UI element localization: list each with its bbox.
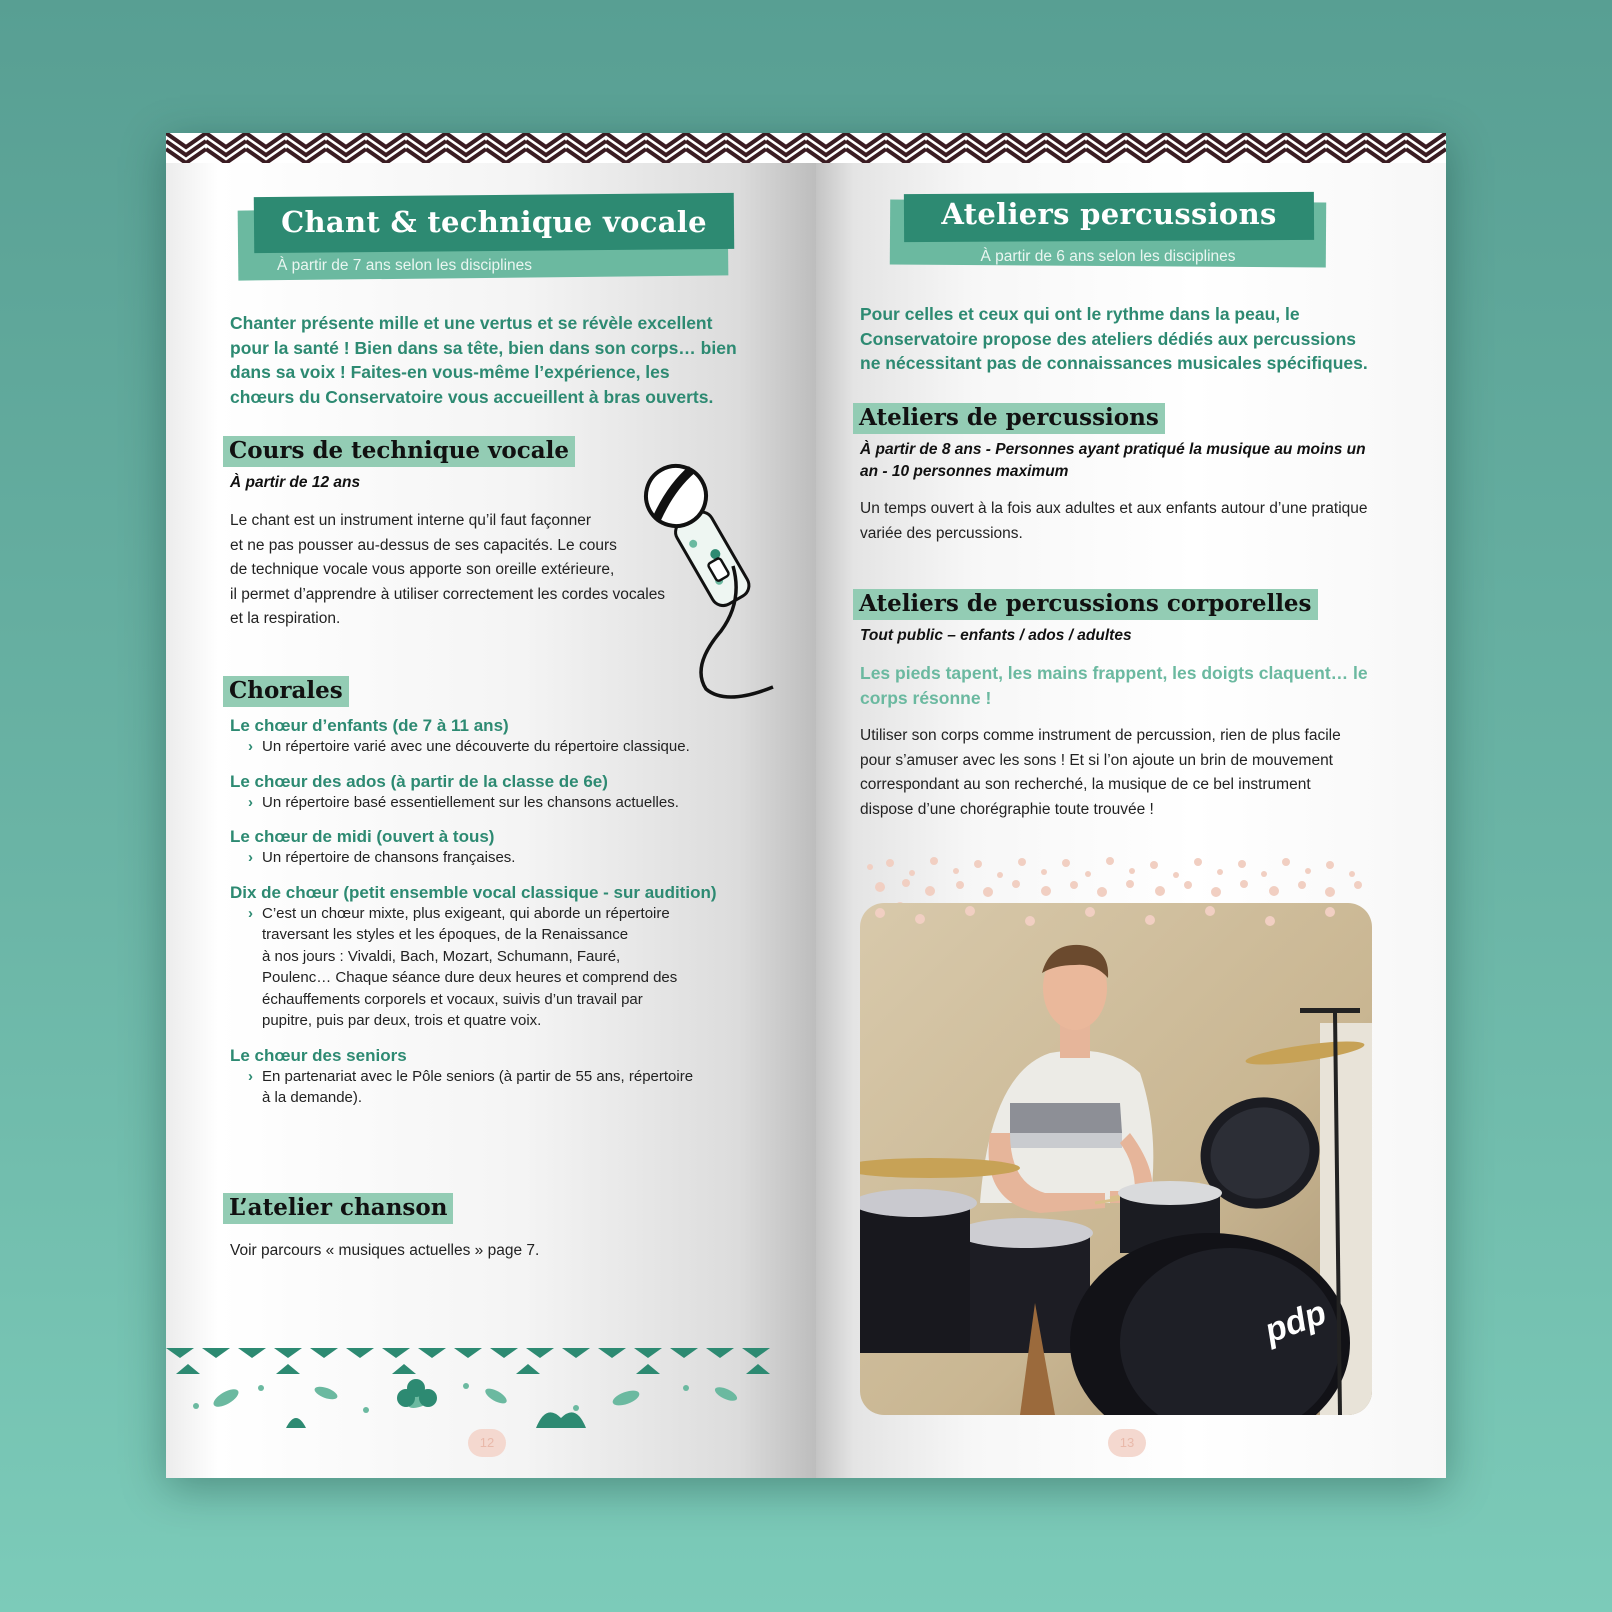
chevron-right-icon: ›	[248, 738, 253, 755]
choir-desc: › Un répertoire basé essentiellement sur les chansons actuelles.	[230, 792, 770, 814]
vocal-age: À partir de 12 ans	[230, 474, 361, 491]
choir-desc: › Un répertoire de chansons françaises.	[230, 847, 770, 869]
page-title: Chant & technique vocale	[281, 205, 707, 239]
page-left	[166, 133, 816, 1478]
section-title-chorales: Chorales	[223, 676, 349, 707]
microphone-icon	[631, 451, 791, 701]
page-number: 12	[468, 1429, 506, 1457]
choir-name: Dix de chœur (petit ensemble vocal classique - sur audition)	[230, 882, 717, 902]
body-percussion-lead: Les pieds tapent, les mains frappent, les doigts claquent… le corps résonne !	[860, 663, 1368, 708]
list-item	[230, 772, 770, 814]
floral-border	[166, 1348, 806, 1428]
vocal-line: et ne pas pousser au-dessus de ses capacités. Le cours	[230, 536, 617, 554]
choir-desc: › C’est un chœur mixte, plus exigeant, qui aborde un répertoire traversant les styles et les époques, de la Renaissance à nos jours : Vivaldi, Bach, Mozart, Schumann, Fauré, Poulenc… Chaque séance dure deux heures et comprend des échauffements corporels et vocaux, suivis d’un travail par pupitre, puis par deux, trois et quatre voix.	[248, 904, 678, 1029]
vocal-line: il permet d’apprendre à utiliser correctement les cordes vocales	[230, 585, 666, 603]
photo-drummer	[860, 903, 1372, 1415]
zigzag-border	[166, 133, 1446, 163]
chevron-right-icon: ›	[248, 904, 253, 922]
page-subtitle: À partir de 7 ans selon les disciplines	[277, 257, 533, 274]
list-item	[230, 716, 770, 758]
list-item	[230, 1046, 770, 1109]
section-title-atelier: L’atelier chanson	[223, 1193, 453, 1224]
choir-desc: › En partenariat avec le Pôle seniors (à partir de 55 ans, répertoire à la demande).	[248, 1067, 694, 1106]
percussions-age: À partir de 8 ans - Personnes ayant pratiqué la musique au moins un an - 10 personnes maximum	[860, 441, 1366, 480]
page-subtitle: À partir de 6 ans selon les disciplines	[980, 248, 1236, 265]
section-title-body-percussion: Ateliers de percussions corporelles	[853, 589, 1318, 620]
vocal-line: et la respiration.	[230, 610, 341, 627]
body-percussion-audience: Tout public – enfants / ados / adultes	[860, 627, 1132, 644]
section-title-vocal: Cours de technique vocale	[223, 436, 575, 467]
choir-list	[230, 716, 770, 1109]
atelier-text: Voir parcours « musiques actuelles » page 7.	[230, 1242, 540, 1259]
section-title-percussions: Ateliers de percussions	[853, 403, 1165, 434]
choir-name: Le chœur d’enfants (de 7 à 11 ans)	[230, 716, 509, 735]
page-title: Ateliers percussions	[941, 197, 1277, 231]
drum-brand-logo: pdp	[1259, 1293, 1332, 1351]
page-number: 13	[1108, 1429, 1146, 1457]
percussions-text: Un temps ouvert à la fois aux adultes et aux enfants autour d’une pratique variée des percussions.	[860, 500, 1368, 542]
list-item	[230, 827, 770, 869]
chevron-right-icon: ›	[248, 1067, 253, 1085]
body-percussion-text: Utiliser son corps comme instrument de percussion, rien de plus facile pour s’amuser avec les sons ! Et si l’on ajoute un brin de mouvement correspondant au son recherché, la musique de ce bel instrument dispose d’une chorégraphie toute trouvée !	[860, 727, 1341, 818]
chevron-right-icon: ›	[248, 793, 253, 811]
choir-name: Le chœur de midi (ouvert à tous)	[230, 827, 495, 846]
intro-text: Pour celles et ceux qui ont le rythme dans la peau, le Conservatoire propose des ateliers dédiés aux percussions ne nécessitant pas de connaissances musicales spécifiques.	[860, 304, 1368, 373]
choir-desc: › Un répertoire varié avec une découverte du répertoire classique.	[230, 736, 770, 758]
chevron-right-icon: ›	[248, 849, 253, 866]
list-item	[230, 883, 770, 1032]
brochure-spread	[166, 133, 1446, 1478]
page-right	[816, 133, 1446, 1478]
choir-name: Le chœur des seniors	[230, 1045, 407, 1065]
intro-text: Chanter présente mille et une vertus et se révèle excellent pour la santé ! Bien dans sa tête, bien dans son corps… bien dans sa voix ! Faites-en vous-même l’expérience, les chœurs du Conservatoire vous accueillent à bras ouverts.	[230, 313, 737, 407]
vocal-line: de technique vocale vous apporte son oreille extérieure,	[230, 561, 615, 578]
choir-name: Le chœur des ados (à partir de la classe de 6e)	[230, 771, 608, 791]
vocal-line: Le chant est un instrument interne qu’il faut façonner	[230, 512, 592, 529]
